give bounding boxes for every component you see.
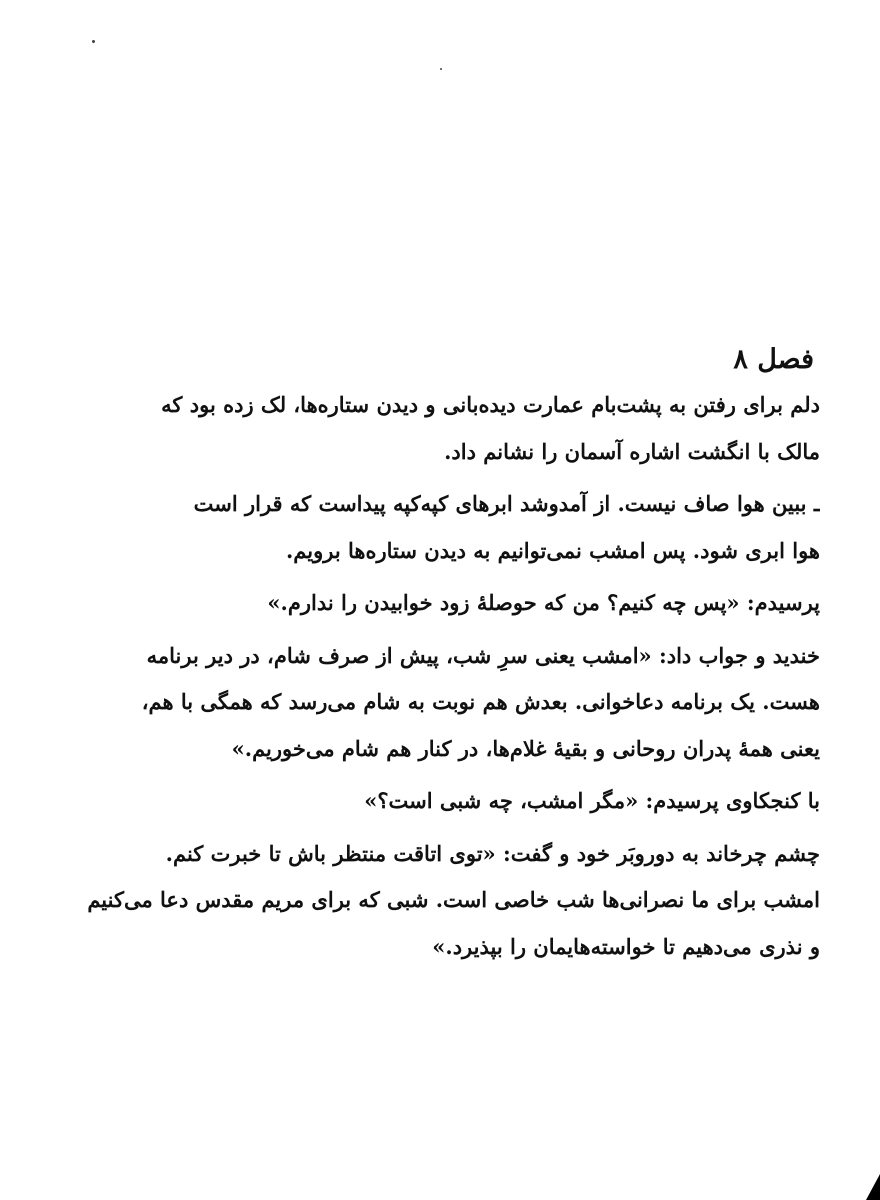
chapter-title: فصل ۸ [733, 344, 814, 376]
paragraph-4 [70, 633, 820, 773]
text-line: مالک با انگشت اشاره آسمان را نشانم داد. [444, 438, 820, 464]
text-line: پرسیدم: «پس چه کنیم؟ من که حوصلهٔ زود خوابیدن را ندارم.» [267, 590, 820, 615]
paragraph-1 [70, 382, 820, 475]
page-edge-shadow [866, 1174, 880, 1200]
paper-speck [92, 40, 95, 43]
paragraph-3 [70, 580, 820, 627]
text-line: دلم برای رفتن به پشت‌بام عمارت دیده‌بانی و دیدن ستاره‌ها، لک زده بود که [161, 392, 820, 417]
paper-speck [440, 68, 442, 70]
text-line: امشب برای ما نصرانی‌ها شب خاصی است. شبی که برای مریم مقدس دعا می‌کنیم [87, 887, 820, 912]
paragraph-6 [70, 831, 820, 971]
text-line: ـ ببین هوا صاف نیست. از آمدوشد ابرهای کپه‌کپه پیداست که قرار است [193, 491, 820, 516]
paragraph-2 [70, 481, 820, 574]
text-line: و نذری می‌دهیم تا خواسته‌هایمان را بپذیرد.» [432, 933, 820, 959]
text-line: هوا ابری شود. پس امشب نمی‌توانیم به دیدن ستاره‌ها برویم. [286, 537, 820, 563]
text-line: یعنی همهٔ پدران روحانی و بقیهٔ غلام‌ها، در کنار هم شام می‌خوریم.» [231, 735, 820, 761]
text-line: چشم چرخاند به دوروبَر خود و گفت: «توی اتاقت منتظر باش تا خبرت کنم. [165, 840, 820, 866]
text-line: خندید و جواب داد: «امشب یعنی سرِ شب، پیش از صرف شام، در دیر برنامه [146, 642, 820, 668]
text-line: هست. یک برنامه دعاخوانی. بعدش هم نوبت به شام می‌رسد که همگی با هم، [141, 689, 820, 714]
paragraph-5 [70, 778, 820, 825]
text-line: با کنجکاوی پرسیدم: «مگر امشب، چه شبی است؟» [364, 788, 820, 813]
chapter-body [70, 382, 820, 970]
